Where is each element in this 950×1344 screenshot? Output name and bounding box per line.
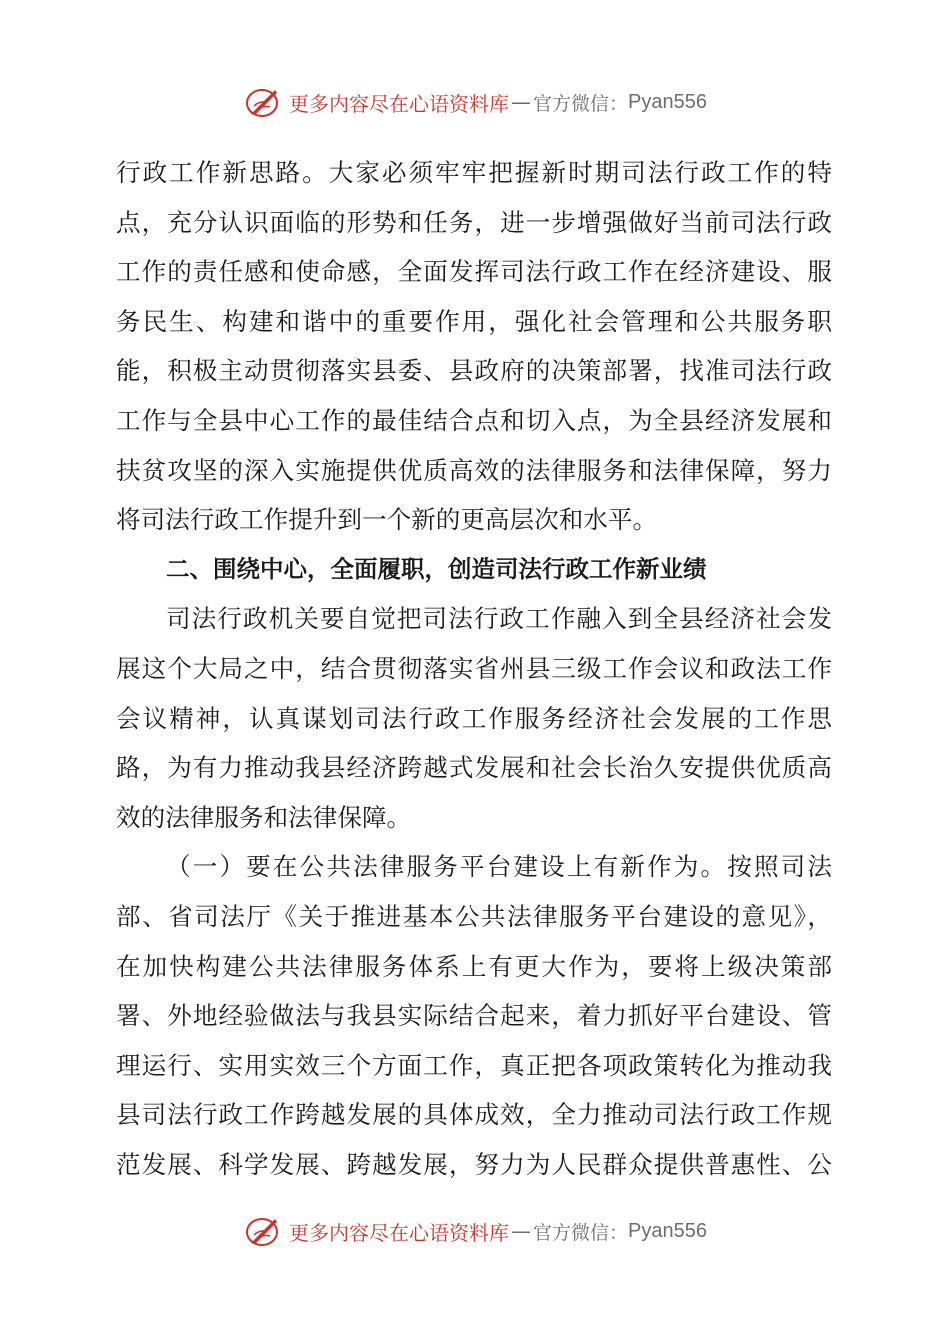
- text-line: 效的法律服务和法律保障。: [116, 802, 412, 832]
- watermark-label: 官方微信：: [533, 1221, 629, 1244]
- watermark-brand: 更多内容尽在心语资料库: [289, 1220, 509, 1245]
- quill-logo-icon: [243, 84, 283, 120]
- text-line: 署、外地经验做法与我县实际结合起来，着力抓好平台建设、管: [116, 1001, 832, 1031]
- text-line: 能，积极主动贯彻落实县委、县政府的决策部署，找准司法行政: [116, 356, 832, 386]
- watermark-wechat-id: Pyan556: [628, 90, 707, 113]
- quill-logo-icon: [243, 1213, 283, 1249]
- watermark-separator: —: [511, 90, 531, 114]
- header-watermark: [0, 80, 950, 124]
- text-line: 路，为有力推动我县经济跨越式发展和社会长治久安提供优质高: [116, 753, 832, 783]
- text-line: 县司法行政工作跨越发展的具体成效，全力推动司法行政工作规: [116, 1100, 832, 1130]
- text-line: 会议精神，认真谋划司法行政工作服务经济社会发展的工作思: [116, 703, 832, 733]
- text-line: 部、省司法厅《关于推进基本公共法律服务平台建设的意见》，: [116, 901, 832, 931]
- text-line: 工作的责任感和使命感，全面发挥司法行政工作在经济建设、服: [116, 257, 832, 287]
- section-heading: 二、围绕中心，全面履职，创造司法行政工作新业绩: [166, 554, 707, 583]
- footer-watermark: [0, 1209, 950, 1253]
- text-line: 理运行、实用实效三个方面工作，真正把各项政策转化为推动我: [116, 1050, 832, 1080]
- text-line: 司法行政机关要自觉把司法行政工作融入到全县经济社会发: [166, 604, 832, 634]
- text-line: 将司法行政工作提升到一个新的更高层次和水平。: [116, 505, 658, 535]
- subsection-line: （一）要在公共法律服务平台建设上有新作为。按照司法: [166, 852, 832, 882]
- watermark-separator: —: [511, 1219, 531, 1243]
- watermark-wechat-id: Pyan556: [628, 1219, 707, 1242]
- text-line: 在加快构建公共法律服务体系上有更大作为，要将上级决策部: [116, 951, 832, 981]
- text-line: 扶贫攻坚的深入实施提供优质高效的法律服务和法律保障，努力: [116, 455, 832, 485]
- text-line: 范发展、科学发展、跨越发展，努力为人民群众提供普惠性、公: [116, 1149, 832, 1179]
- document-body: [116, 148, 832, 1189]
- text-line: 务民生、构建和谐中的重要作用，强化社会管理和公共服务职: [116, 306, 832, 336]
- text-line: 工作与全县中心工作的最佳结合点和切入点，为全县经济发展和: [116, 405, 832, 435]
- text-line: 点，充分认识面临的形势和任务，进一步增强做好当前司法行政: [116, 207, 832, 237]
- watermark-label: 官方微信：: [533, 92, 629, 115]
- text-line: 行政工作新思路。大家必须牢牢把握新时期司法行政工作的特: [116, 158, 832, 187]
- text-line: 展这个大局之中，结合贯彻落实省州县三级工作会议和政法工作: [116, 653, 832, 683]
- watermark-brand: 更多内容尽在心语资料库: [289, 91, 509, 116]
